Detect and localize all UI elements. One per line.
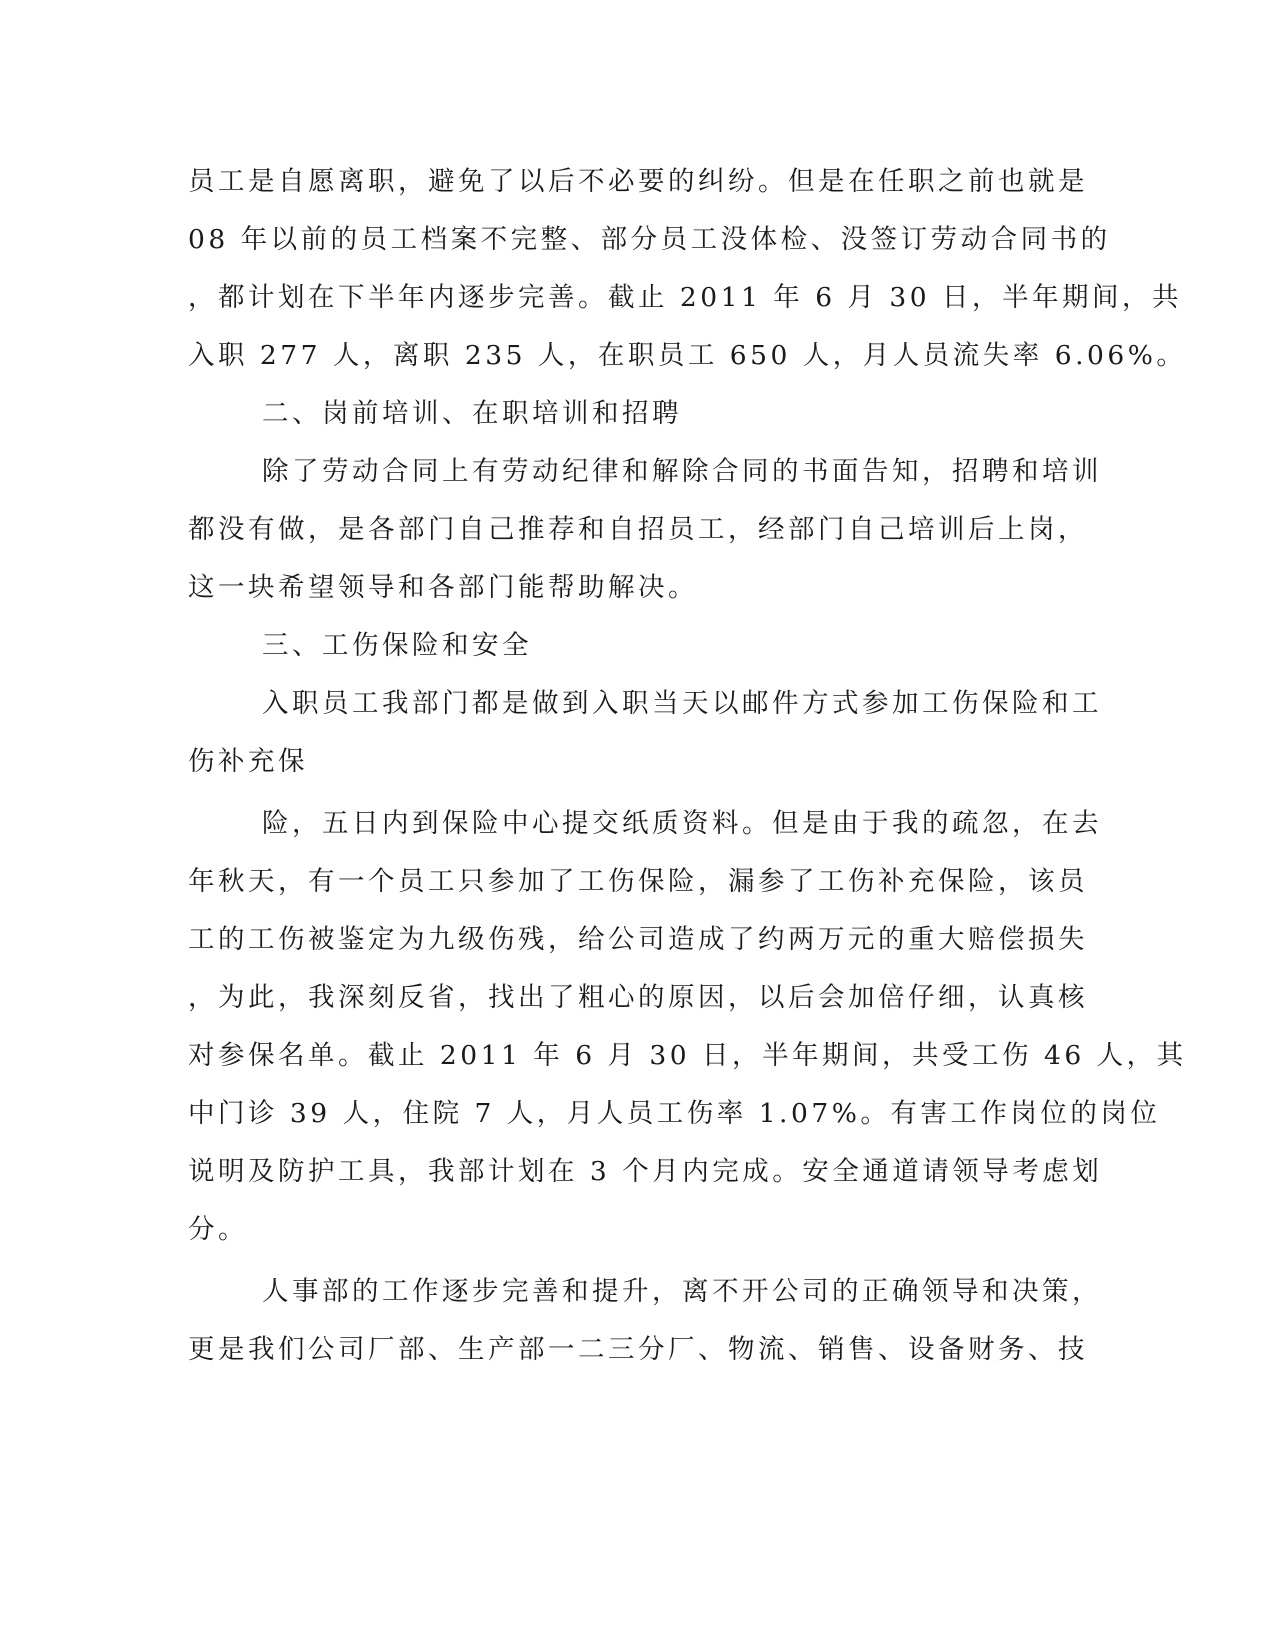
paragraph-line: 这一块希望领导和各部门能帮助解决。 xyxy=(188,572,698,603)
paragraph-line: 都没有做，是各部门自己推荐和自招员工，经部门自己培训后上岗， xyxy=(188,514,1088,545)
paragraph-line: 分。 xyxy=(188,1214,248,1245)
paragraph-line: 中门诊 39 人，住院 7 人，月人员工伤率 1.07%。有害工作岗位的岗位 xyxy=(188,1098,1161,1129)
paragraph-line: 更是我们公司厂部、生产部一二三分厂、物流、销售、设备财务、技 xyxy=(188,1334,1088,1365)
paragraph-line: 除了劳动合同上有劳动纪律和解除合同的书面告知，招聘和培训 xyxy=(262,456,1102,487)
paragraph-line: 说明及防护工具，我部计划在 3 个月内完成。安全通道请领导考虑划 xyxy=(188,1156,1103,1187)
paragraph-line: 人事部的工作逐步完善和提升，离不开公司的正确领导和决策， xyxy=(262,1276,1102,1307)
paragraph-line: 伤补充保 xyxy=(188,746,308,777)
paragraph-line: 工的工伤被鉴定为九级伤残，给公司造成了约两万元的重大赔偿损失 xyxy=(188,924,1088,955)
paragraph-line: 年秋天，有一个员工只参加了工伤保险，漏参了工伤补充保险，该员 xyxy=(188,866,1088,897)
section-heading-training: 二、岗前培训、在职培训和招聘 xyxy=(262,398,682,429)
paragraph-line: ，为此，我深刻反省，找出了粗心的原因，以后会加倍仔细，认真核 xyxy=(188,982,1088,1013)
paragraph-line: 入职 277 人，离职 235 人，在职员工 650 人，月人员流失率 6.06%。 xyxy=(188,340,1187,371)
section-heading-injury-insurance: 三、工伤保险和安全 xyxy=(262,630,532,661)
paragraph-line: 08 年以前的员工档案不完整、部分员工没体检、没签订劳动合同书的 xyxy=(188,224,1111,255)
paragraph-line: 对参保名单。截止 2011 年 6 月 30 日，半年期间，共受工伤 46 人，其 xyxy=(188,1040,1187,1071)
paragraph-line: 员工是自愿离职，避免了以后不必要的纠纷。但是在任职之前也就是 xyxy=(188,166,1088,197)
paragraph-line: ，都计划在下半年内逐步完善。截止 2011 年 6 月 30 日，半年期间，共 xyxy=(188,282,1183,313)
paragraph-line: 险，五日内到保险中心提交纸质资料。但是由于我的疏忽，在去 xyxy=(262,808,1102,839)
paragraph-line: 入职员工我部门都是做到入职当天以邮件方式参加工伤保险和工 xyxy=(262,688,1102,719)
